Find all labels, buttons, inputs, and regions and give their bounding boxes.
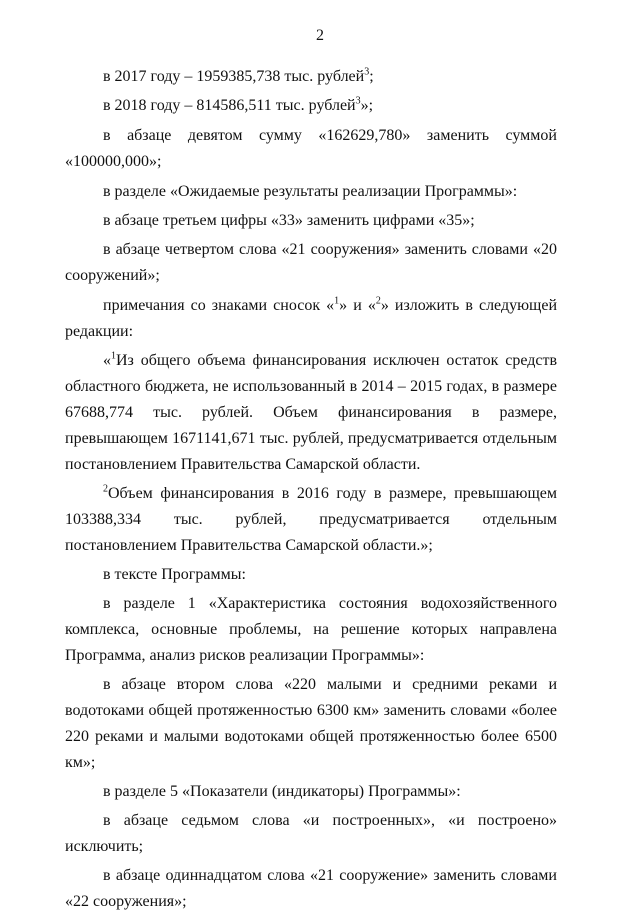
- paragraph-footnotes-notes: примечания со знаками сносок «$^1$» и «$^2$» изложить в следующей редакции:: [65, 295, 558, 340]
- paragraph-section-5: в разделе 5 «Показатели (индикаторы) Программы»:: [103, 783, 461, 800]
- paragraph-sum-replacement: в абзаце девятом сумму «162629,780» заменить суммой «100000,000»;: [65, 127, 557, 170]
- footnote-mark: 1: [111, 350, 116, 362]
- paragraph-footnote-1: «$^1$Из общего объема финансирования исключен остаток средств областного бюджета, не использованный в 2014 – 2015 годах, в размере 67688,774 тыс. рублей. Объем финансирования в размере, превышающем 1671141,671 тыс. рублей, предусматривается отдельным постановлением Правительства Самарской области.: [65, 350, 557, 473]
- footnote-mark: 3: [355, 95, 361, 107]
- footnote-mark: 3: [364, 66, 370, 78]
- document-body: [65, 64, 557, 918]
- paragraph-section-1: в разделе 1 «Характеристика состояния водохозяйственного комплекса, основные проблемы, на решение которых направлена Программа, анализ рисков реализации Программы»:: [65, 595, 557, 664]
- paragraph-2018-amount: в 2018 году – 814586,511 тыс. рублей$^3$»;: [103, 95, 374, 114]
- paragraph-program-text: в тексте Программы:: [103, 566, 246, 583]
- footnote-mark: 2: [375, 295, 381, 307]
- paragraph-section-results: в разделе «Ожидаемые результаты реализации Программы»:: [103, 183, 518, 200]
- paragraph-structures-replacement: в абзаце четвертом слова «21 сооружения» заменить словами «20 сооружений»;: [65, 241, 557, 284]
- paragraph-rivers-replacement: в абзаце втором слова «220 малыми и средними реками и водотоками общей протяженностью 6300 км» заменить словами «более 220 реками и малыми водотоками общей протяженностью более 6500 км»;: [65, 676, 557, 771]
- page-number: 2: [316, 27, 324, 44]
- footnote-mark: 2: [103, 483, 108, 495]
- paragraph-exclude-words: в абзаце седьмом слова «и построенных», «и построено» исключить;: [65, 812, 557, 855]
- paragraph-footnote-2: $^2$Объем финансирования в 2016 году в размере, превышающем 103388,334 тыс. рублей, предусматривается отдельным постановлением Правительства Самарской области.»;: [65, 483, 557, 554]
- footnote-mark: 1: [334, 295, 340, 307]
- paragraph-2017-amount: в 2017 году – 1959385,738 тыс. рублей$^3$;: [103, 66, 374, 85]
- paragraph-structures-22: в абзаце одиннадцатом слова «21 сооружение» заменить словами «22 сооружения»;: [65, 867, 557, 910]
- paragraph-digits-replacement: в абзаце третьем цифры «33» заменить цифрами «35»;: [103, 212, 475, 229]
